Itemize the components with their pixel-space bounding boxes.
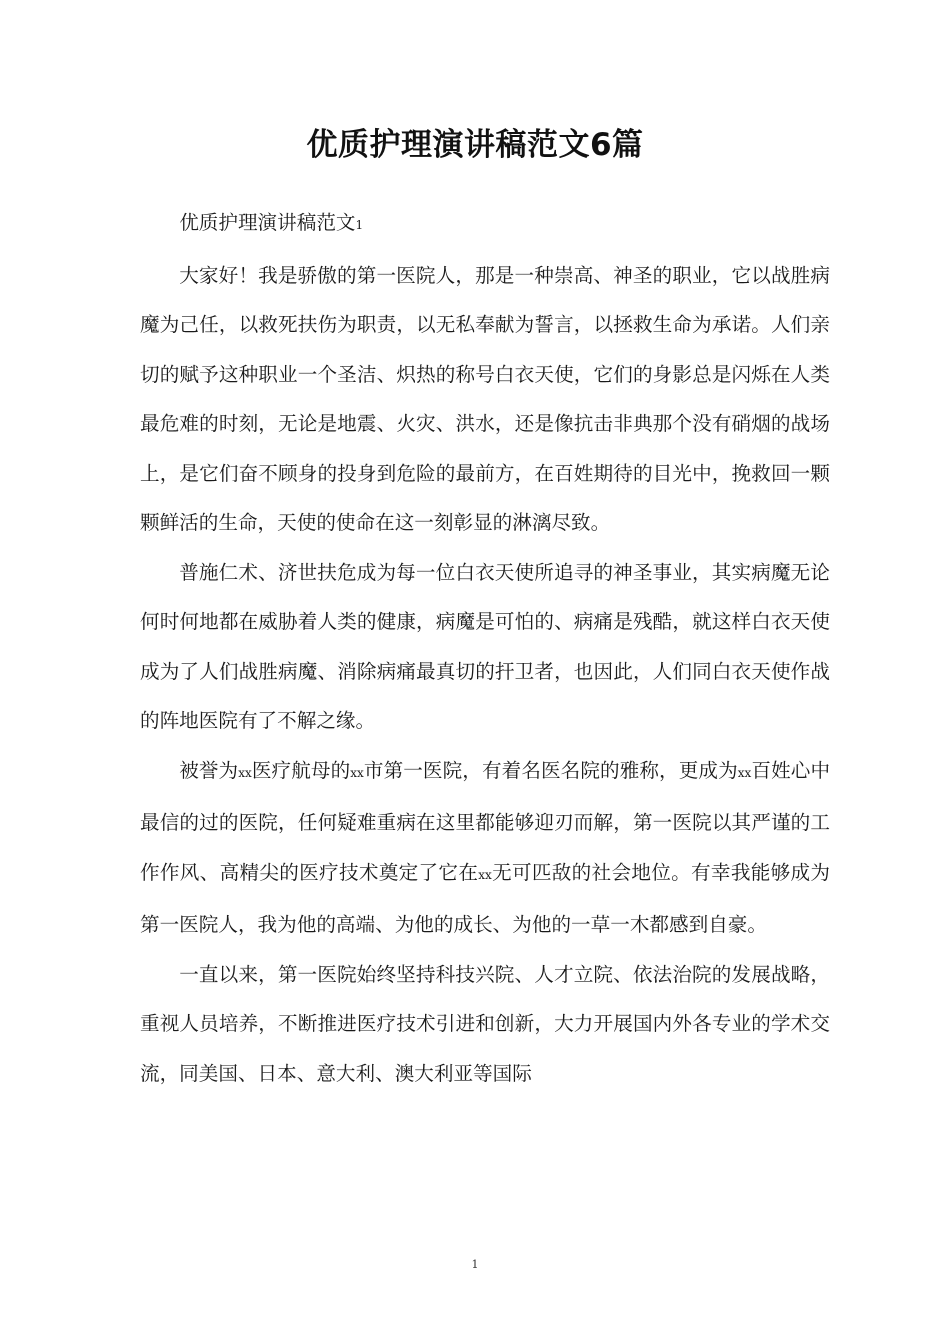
paragraph-3-text: 市第一医院，有着名医名院的雅称，更成为 <box>363 758 738 782</box>
paragraph-2: 普施仁术、济世扶危成为每一位白衣天使所追寻的神圣事业，其实病魔无论何时何地都在威胁着人类的健康，病魔是可怕的、病痛是残酷，就这样白衣天使成为了人们战胜病魔、消除病痛最真切的扞卫者，也因此，人们同白衣天使作战的阵地医院有了不解之缘。 <box>140 560 830 732</box>
section-heading-text: 优质护理演讲稿范文 <box>179 211 356 234</box>
paragraph-3-text: 无可匹敌的社会地位。有幸我能够成为第一医院人，我为他的高端、为他的成长、为他的一草一木都感到自豪。 <box>140 860 831 936</box>
placeholder-xx: xx <box>350 765 364 780</box>
placeholder-xx: xx <box>737 765 752 780</box>
paragraph-3-text: 被誉为 <box>179 758 239 782</box>
page-number: 1 <box>471 1258 479 1271</box>
placeholder-xx: xx <box>238 765 252 780</box>
paragraph-3-text: 百姓心中最信的过的医院，任何疑难重病在这里都能够迎刃而解，第一医院以其严谨的工作作风、高精尖的医疗技术奠定了它在 <box>140 758 831 884</box>
document-title: 优质护理演讲稿范文6篇 <box>306 127 644 163</box>
paragraph-4: 一直以来，第一医院始终坚持科技兴院、人才立院、依法治院的发展战略，重视人员培养，不断推进医疗技术引进和创新，大力开展国内外各专业的学术交流，同美国、日本、意大利、澳大利亚等国际 <box>140 962 830 1085</box>
document-body <box>140 198 830 1098</box>
paragraph-1: 大家好！我是骄傲的第一医院人，那是一种崇高、神圣的职业，它以战胜病魔为己任，以救死扶伤为职责，以无私奉献为誓言，以拯救生命为承诺。人们亲切的赋予这种职业一个圣洁、炽热的称号白衣天使，它们的身影总是闪烁在人类最危难的时刻，无论是地震、火灾、洪水，还是像抗击非典那个没有硝烟的战场上，是它们奋不顾身的投身到危险的最前方，在百姓期待的目光中，挽救回一颗颗鲜活的生命，天使的使命在这一刻彰显的淋漓尽致。 <box>140 263 830 534</box>
paragraph-3-text: 医疗航母的 <box>251 758 351 782</box>
section-heading-number: 1 <box>355 218 364 232</box>
placeholder-xx: xx <box>478 867 492 882</box>
paragraph-3 <box>140 746 830 950</box>
section-heading <box>140 198 830 251</box>
